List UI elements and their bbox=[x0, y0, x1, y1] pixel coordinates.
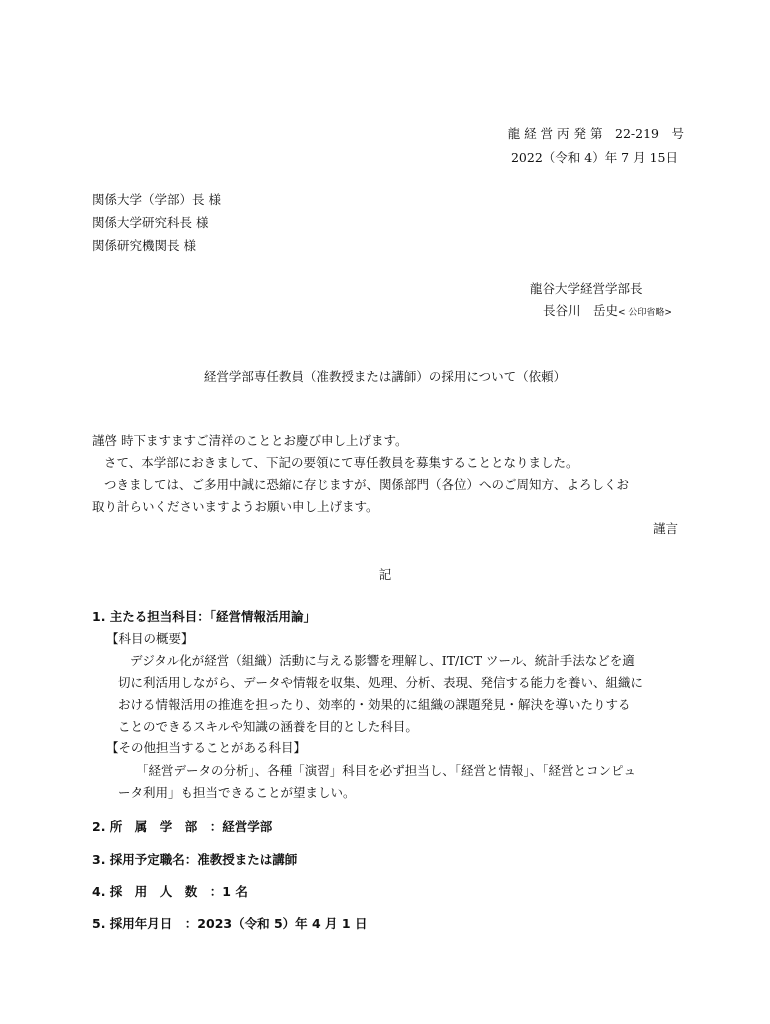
recipient: 関係研究機関長 様 bbox=[92, 238, 196, 253]
item-1-other-line: ータ利用」も担当できることが望ましい。 bbox=[118, 785, 356, 800]
item-1-overview-line: ことのできるスキルや知識の涵養を目的とした科目。 bbox=[118, 719, 418, 734]
sender-name-line bbox=[543, 301, 672, 319]
closing-word: 謹言 bbox=[652, 521, 678, 536]
ki-heading: 記 bbox=[378, 567, 392, 582]
body-line: 取り計らいくださいますようお願い申し上げます。 bbox=[92, 499, 379, 514]
document-title: 経営学部専任教員（准教授または講師）の採用について（依頼） bbox=[203, 369, 567, 384]
item-1-overview-line: デジタル化が経営（組織）活動に与える影響を理解し、IT/ICT ツール、統計手法などを適 bbox=[130, 653, 635, 668]
item-2: 2. 所 属 学 部 ：経営学部 bbox=[92, 819, 273, 834]
item-5: 5. 採用年月日 ：2023（令和 5）年 4 月 1 日 bbox=[92, 916, 368, 931]
item-1-heading: 1. 主たる担当科目：「経営情報活用論」 bbox=[92, 609, 317, 624]
body-line: さて、本学部におきまして、下記の要領にて専任教員を募集することとなりました。 bbox=[104, 455, 579, 470]
seal-note: < 公印省略> bbox=[618, 308, 672, 318]
sender-name: 長谷川 岳史 bbox=[543, 303, 619, 318]
doc-number: 龍 経 営 丙 発 第 22-219 号 bbox=[507, 126, 684, 141]
item-1-other-label: 【その他担当することがある科目】 bbox=[106, 740, 307, 755]
doc-date: 2022（令和 4）年 7 月 15日 bbox=[510, 150, 678, 165]
item-1-overview-label: 【科目の概要】 bbox=[106, 631, 194, 646]
item-1-other-line: 「経営データの分析」、各種「演習」科目を必ず担当し、「経営と情報」、「経営とコンピュ bbox=[136, 763, 637, 778]
recipient: 関係大学（学部）長 様 bbox=[92, 192, 221, 207]
item-1-overview-line: 切に利活用しながら、データや情報を収集、処理、分析、表現、発信する能力を養い、組織に bbox=[118, 675, 644, 690]
body-line: つきましては、ご多用中誠に恐縮に存じますが、関係部門（各位）へのご周知方、よろしくお bbox=[104, 477, 630, 492]
recipient: 関係大学研究科長 様 bbox=[92, 215, 209, 230]
item-1-overview-line: おける情報活用の推進を担ったり、効率的・効果的に組織の課題発見・解決を導いたりする bbox=[118, 697, 631, 712]
item-4: 4. 採 用 人 数 ：1 名 bbox=[92, 884, 248, 899]
body-line: 謹啓 時下ますますご清祥のこととお慶び申し上げます。 bbox=[92, 433, 408, 448]
item-3: 3. 採用予定職名：准教授または講師 bbox=[92, 852, 298, 867]
sender-org: 龍谷大学経営学部長 bbox=[530, 281, 643, 296]
